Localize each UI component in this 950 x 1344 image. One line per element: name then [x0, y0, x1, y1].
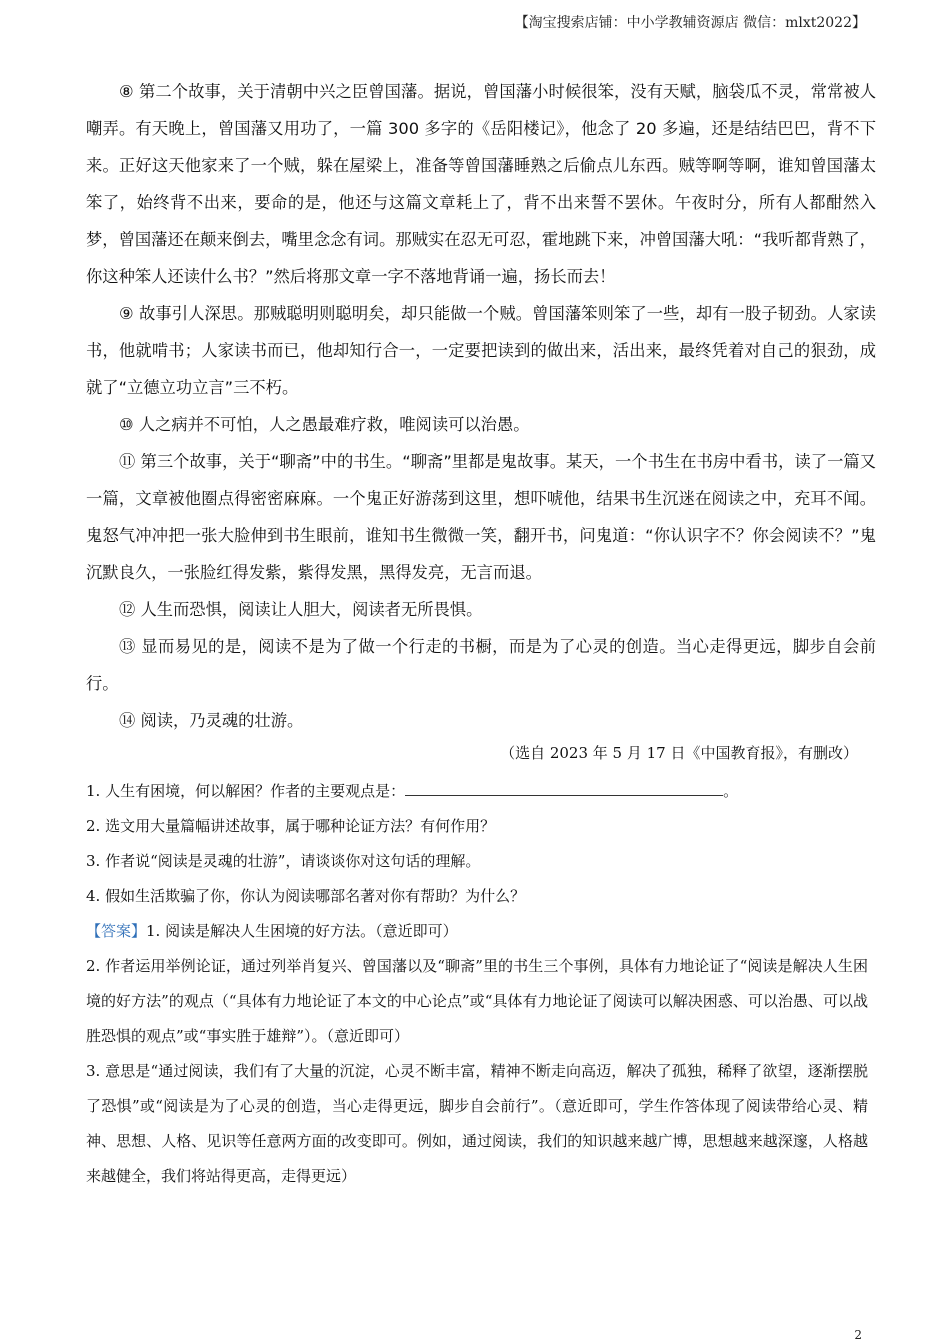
paragraph-13: ⑬ 显而易见的是，阅读不是为了做一个行走的书橱，而是为了心灵的创造。当心走得更远，脚步自会前行。	[86, 637, 876, 693]
answer-1	[86, 914, 868, 949]
question-1-suffix: 。	[723, 782, 739, 800]
answer-tag: 【答案】	[86, 922, 147, 940]
source-citation: （选自 2023 年 5 月 17 日《中国教育报》，有删改）	[500, 744, 858, 762]
paragraph-14: ⑭ 阅读，乃灵魂的壮游。	[119, 711, 304, 730]
paragraph-10: ⑩ 人之病并不可怕，人之愚最难疗救，唯阅读可以治愚。	[119, 415, 530, 434]
header-note: 【淘宝搜索店铺：中小学教辅资源店 微信：mlxt2022】	[514, 15, 866, 31]
question-2: 2. 选文用大量篇幅讲述故事，属于哪种论证方法？有何作用？	[86, 817, 496, 835]
question-1-text: 1. 人生有困境，何以解困？作者的主要观点是：	[86, 782, 406, 800]
question-4: 4. 假如生活欺骗了你，你认为阅读哪部名著对你有帮助？为什么？	[86, 887, 526, 905]
question-1	[86, 774, 868, 809]
paragraph-11: ⑪ 第三个故事，关于“聊斋”中的书生。“聊斋”里都是鬼故事。某天，一个书生在书房中看书，读了一篇又一篇，文章被他圈点得密密麻麻。一个鬼正好游荡到这里，想吓唬他，结果书生沉迷在阅读之中，充耳不闻。鬼怒气冲冲把一张大脸伸到书生眼前，谁知书生微微一笑，翻开书，问鬼道：“你认识字不？你会阅读不？”鬼沉默良久，一张脸红得发紫，紫得发黑，黑得发亮，无言而退。	[86, 452, 876, 582]
paragraph-12: ⑫ 人生而恐惧，阅读让人胆大，阅读者无所畏惧。	[119, 600, 483, 619]
answer-3: 3. 意思是“通过阅读，我们有了大量的沉淀，心灵不断丰富，精神不断走向高迈，解决了孤独，稀释了欲望，逐渐摆脱了恐惧”或“阅读是为了心灵的创造，当心走得更远，脚步自会前行”。（意近即可，学生作答体现了阅读带给心灵、精神、思想、人格、见识等任意两方面的改变即可。例如，通过阅读，我们的知识越来越广博，思想越来越深邃，人格越来越健全，我们将站得更高，走得更远）	[86, 1062, 868, 1185]
answer-2: 2. 作者运用举例论证，通过列举肖复兴、曾国藩以及“聊斋”里的书生三个事例，具体有力地论证了“阅读是解决人生困境的好方法”的观点（“具体有力地论证了本文的中心论点”或“具体有力地论证了阅读可以解决困惑、可以治愚、可以战胜恐惧的观点”或“事实胜于雄辩”）。（意近即可）	[86, 957, 868, 1045]
paragraph-9: ⑨ 故事引人深思。那贼聪明则聪明矣，却只能做一个贼。曾国藩笨则笨了一些，却有一股子韧劲。人家读书，他就啃书；人家读书而已，他却知行合一，一定要把读到的做出来，活出来，最终凭着对自己的狠劲，成就了“立德立功立言”三不朽。	[86, 304, 876, 397]
question-3: 3. 作者说“阅读是灵魂的壮游”，请谈谈你对这句话的理解。	[86, 852, 481, 870]
answer-blank	[405, 777, 723, 796]
paragraph-8: ⑧ 第二个故事，关于清朝中兴之臣曾国藩。据说，曾国藩小时候很笨，没有天赋，脑袋瓜不灵，常常被人嘲弄。有天晚上，曾国藩又用功了，一篇 300 多字的《岳阳楼记》，他念了 20 多遍，还是结结巴巴，背不下来。正好这天他家来了一个贼，躲在屋梁上，准备等曾国藩睡熟之后偷点儿东西。贼等啊等啊，谁知曾国藩太笨了，始终背不出来，要命的是，他还与这篇文章耗上了，背不出来誓不罢休。午夜时分，所有人都酣然入梦，曾国藩还在颠来倒去，嘴里念念有词。那贼实在忍无可忍，霍地跳下来，冲曾国藩大吼：“我听都背熟了，你这种笨人还读什么书？”然后将那文章一字不落地背诵一遍，扬长而去！	[86, 82, 876, 286]
answer-1-text: 1. 阅读是解决人生困境的好方法。（意近即可）	[146, 922, 458, 940]
page-number: 2	[854, 1328, 862, 1342]
questions-and-answers	[86, 774, 868, 1194]
article-body	[86, 73, 876, 739]
